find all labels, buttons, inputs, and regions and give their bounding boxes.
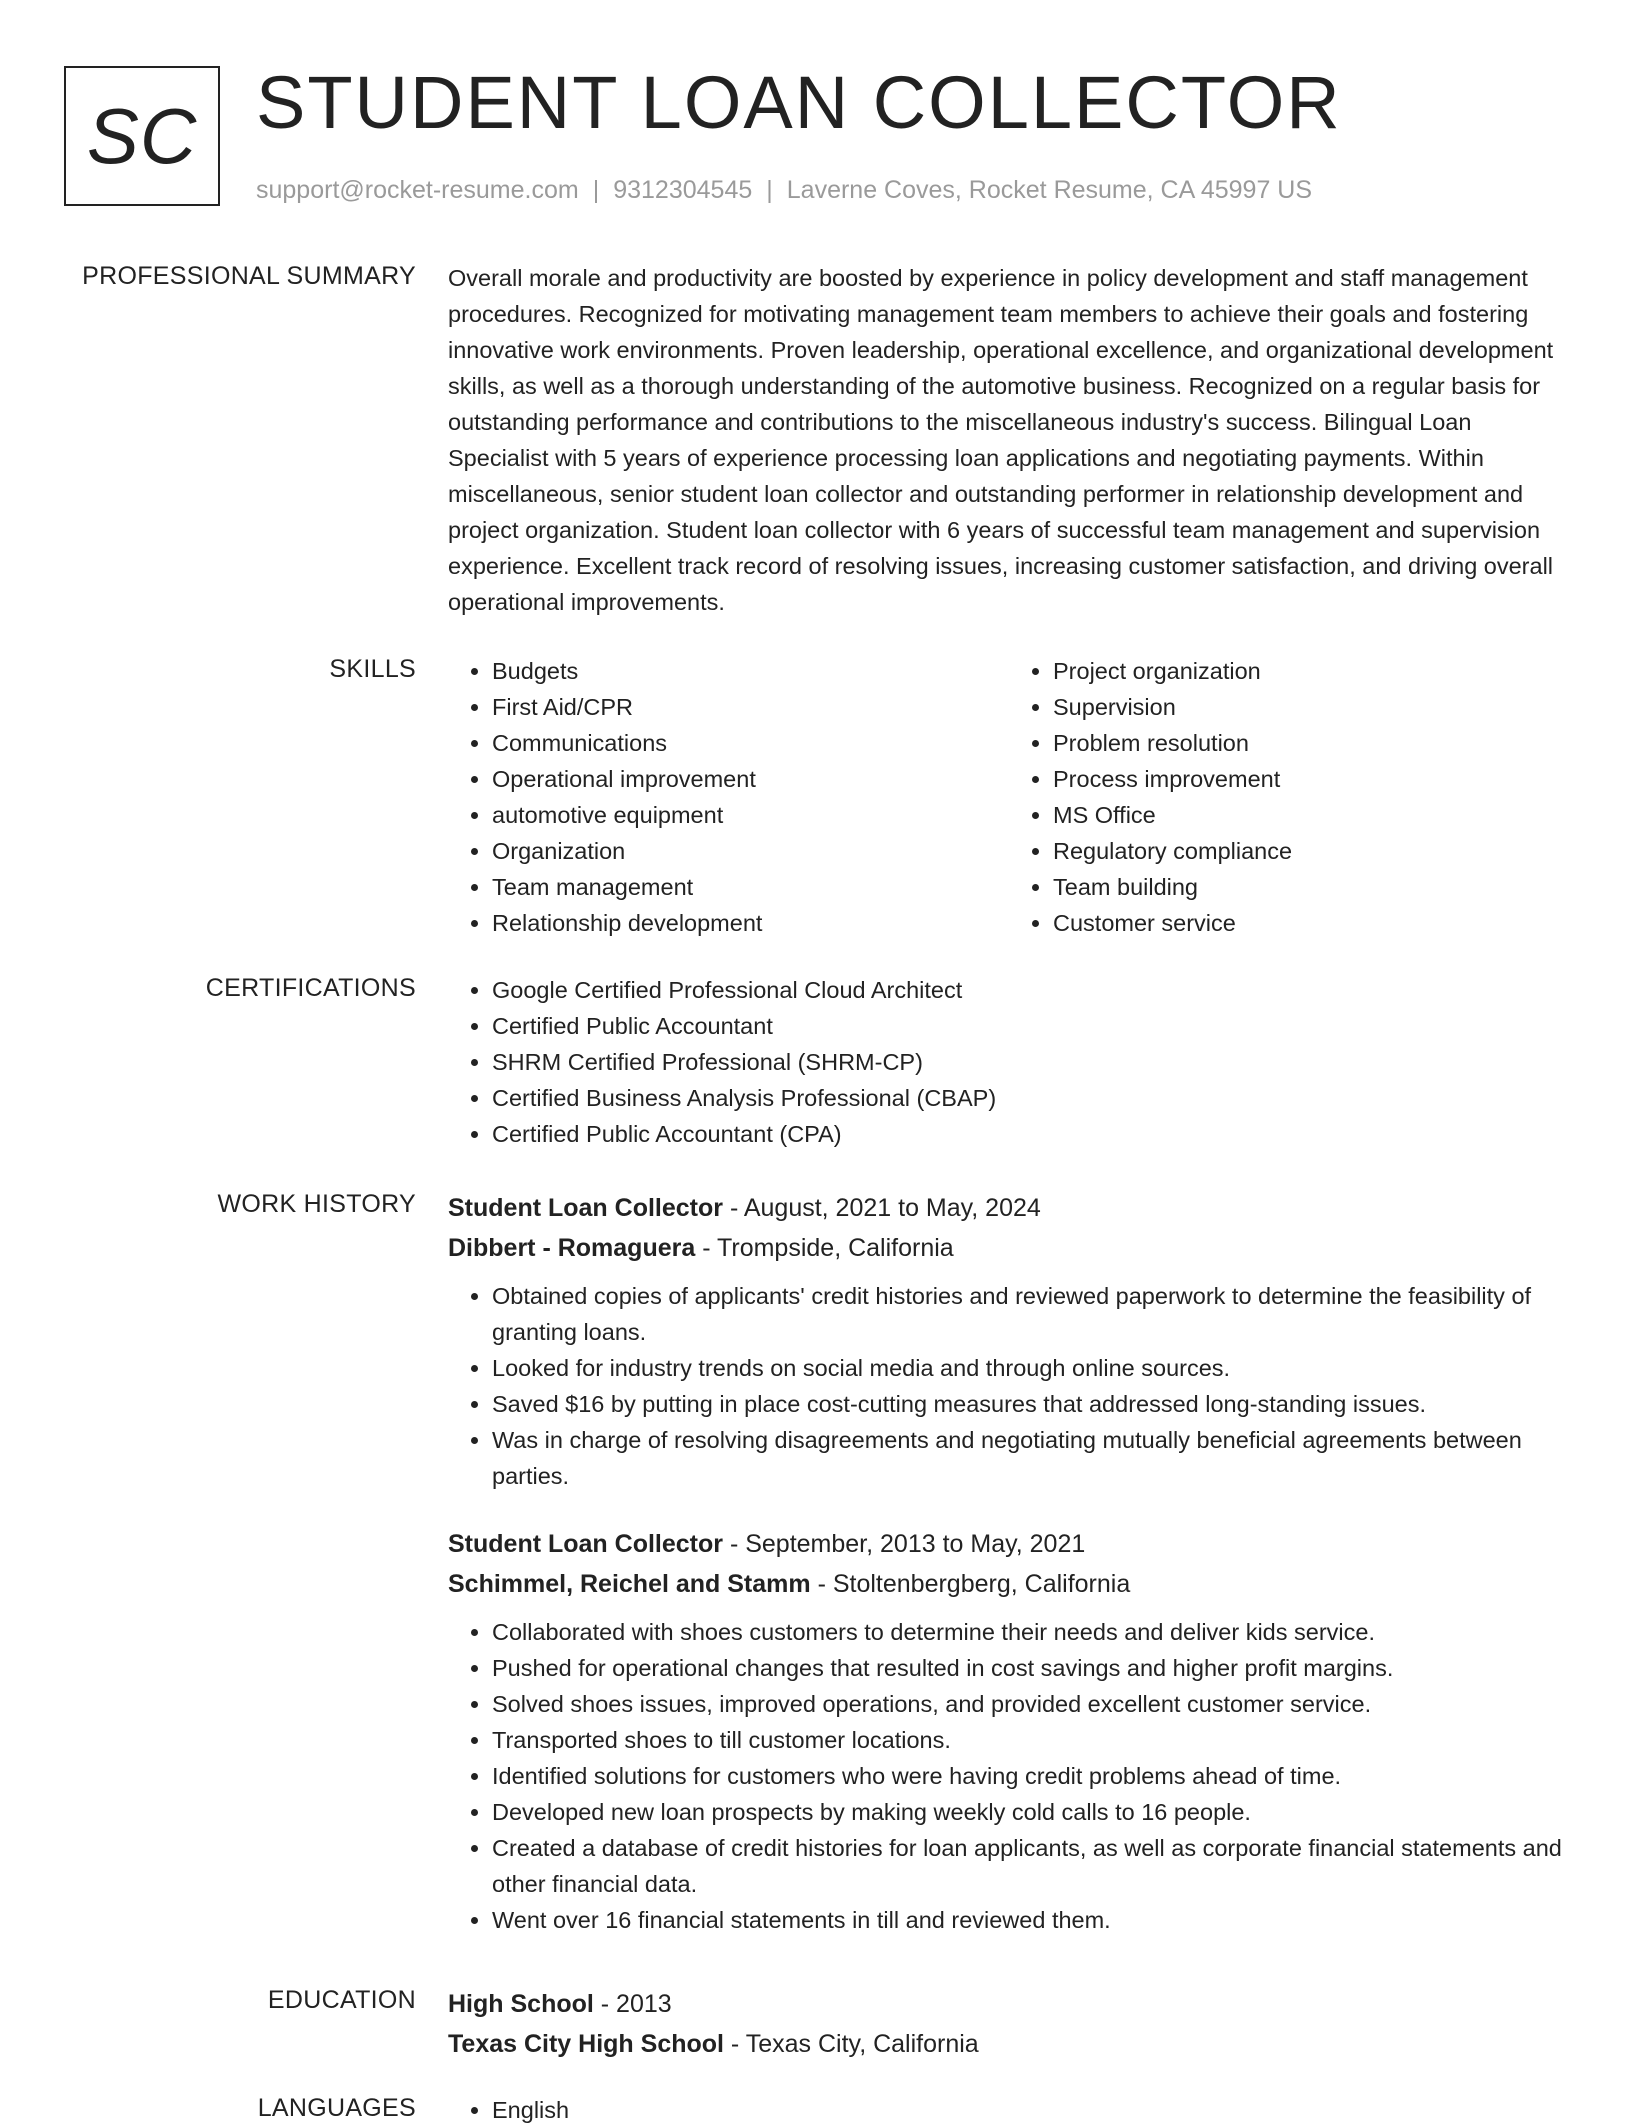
job-entry bbox=[448, 1188, 1570, 1494]
languages-list bbox=[448, 2092, 1570, 2128]
skill-item: • Regulatory compliance bbox=[1053, 833, 1570, 869]
job-duty: • Pushed for operational changes that resulted in cost savings and higher profit margins. bbox=[492, 1650, 1570, 1686]
job-company-line bbox=[448, 1228, 1570, 1268]
certification-item: • Google Certified Professional Cloud Architect bbox=[492, 972, 1570, 1008]
job-duty: • Solved shoes issues, improved operations, and provided excellent customer service. bbox=[492, 1686, 1570, 1722]
skill-item: • automotive equipment bbox=[492, 797, 1009, 833]
skill-item: • Supervision bbox=[1053, 689, 1570, 725]
section-label-education: EDUCATION bbox=[267, 1986, 416, 2014]
job-duty: • Was in charge of resolving disagreements and negotiating mutually beneficial agreements between parties. bbox=[492, 1422, 1570, 1494]
monogram-badge: SC bbox=[64, 66, 220, 206]
job-duty: • Transported shoes to till customer locations. bbox=[492, 1722, 1570, 1758]
job-location: - Stoltenbergberg, California bbox=[810, 1570, 1131, 1598]
skills-list-left bbox=[448, 653, 1009, 941]
certification-item: • Certified Public Accountant bbox=[492, 1008, 1570, 1044]
job-duty: • Created a database of credit histories for loan applicants, as well as corporate financial statements and other financial data. bbox=[492, 1830, 1570, 1902]
certification-item: • Certified Business Analysis Professional (CBAP) bbox=[492, 1080, 1570, 1116]
job-location: - Trompside, California bbox=[695, 1234, 954, 1262]
contact-separator: | bbox=[766, 176, 773, 204]
skill-item: • MS Office bbox=[1053, 797, 1570, 833]
education-location: - Texas City, California bbox=[723, 2030, 979, 2058]
education-school: Texas City High School bbox=[448, 2030, 724, 2058]
skill-item: • Organization bbox=[492, 833, 1009, 869]
skill-item: • First Aid/CPR bbox=[492, 689, 1009, 725]
job-duty: • Collaborated with shoes customers to determine their needs and deliver kids service. bbox=[492, 1614, 1570, 1650]
job-title-line bbox=[448, 1188, 1570, 1228]
education-degree: High School bbox=[448, 1990, 594, 2018]
candidate-name: STUDENT LOAN COLLECTOR bbox=[256, 61, 1342, 144]
job-duty: • Went over 16 financial statements in till and reviewed them. bbox=[492, 1902, 1570, 1938]
education-degree-line bbox=[448, 1984, 1570, 2024]
job-title: Student Loan Collector bbox=[448, 1530, 723, 1558]
job-dates: - September, 2013 to May, 2021 bbox=[723, 1530, 1086, 1558]
section-label-languages: LANGUAGES bbox=[257, 2094, 416, 2122]
skills-list-right bbox=[1009, 653, 1570, 941]
language-item: • English bbox=[492, 2092, 1570, 2128]
skill-item: • Customer service bbox=[1053, 905, 1570, 941]
certification-item: • Certified Public Accountant (CPA) bbox=[492, 1116, 1570, 1152]
education-school-line bbox=[448, 2024, 1570, 2064]
skill-item: • Team management bbox=[492, 869, 1009, 905]
job-company-line bbox=[448, 1564, 1570, 1604]
contact-address: Laverne Coves, Rocket Resume, CA 45997 US bbox=[786, 176, 1313, 204]
resume-header bbox=[0, 0, 1632, 240]
section-label-skills: SKILLS bbox=[329, 655, 416, 683]
job-dates: - August, 2021 to May, 2024 bbox=[723, 1194, 1041, 1222]
contact-phone[interactable]: 9312304545 bbox=[613, 176, 753, 204]
job-duty: • Obtained copies of applicants' credit histories and reviewed paperwork to determine the feasibility of granting loans. bbox=[492, 1278, 1570, 1350]
contact-line bbox=[256, 174, 1312, 206]
job-duty: • Developed new loan prospects by making weekly cold calls to 16 people. bbox=[492, 1794, 1570, 1830]
job-duties-list bbox=[448, 1278, 1570, 1494]
section-label-certifications: CERTIFICATIONS bbox=[205, 974, 416, 1002]
certification-item: • SHRM Certified Professional (SHRM-CP) bbox=[492, 1044, 1570, 1080]
skill-item: • Operational improvement bbox=[492, 761, 1009, 797]
job-duty: • Identified solutions for customers who were having credit problems ahead of time. bbox=[492, 1758, 1570, 1794]
section-label-work-history: WORK HISTORY bbox=[217, 1190, 416, 1218]
job-entry bbox=[448, 1524, 1570, 1938]
contact-separator: | bbox=[592, 176, 600, 204]
skill-item: • Relationship development bbox=[492, 905, 1009, 941]
skill-item: • Budgets bbox=[492, 653, 1009, 689]
job-title-line bbox=[448, 1524, 1570, 1564]
skill-item: • Team building bbox=[1053, 869, 1570, 905]
job-company: Schimmel, Reichel and Stamm bbox=[448, 1570, 811, 1598]
education-year: - 2013 bbox=[593, 1990, 672, 2018]
skill-item: • Project organization bbox=[1053, 653, 1570, 689]
job-duty: • Saved $16 by putting in place cost-cutting measures that addressed long-standing issues. bbox=[492, 1386, 1570, 1422]
job-company: Dibbert - Romaguera bbox=[448, 1234, 696, 1262]
job-title: Student Loan Collector bbox=[448, 1194, 723, 1222]
skill-item: • Problem resolution bbox=[1053, 725, 1570, 761]
section-label-summary: PROFESSIONAL SUMMARY bbox=[82, 262, 416, 290]
summary-text: Overall morale and productivity are boosted by experience in policy development and staff management procedures. Recognized for motivating management team members to achieve their goals and fostering innovative work environments. Proven leadership, operational excellence, and organizational development skills, as well as a thorough understanding of the automotive business. Recognized on a regular basis for outstanding performance and contributions to the miscellaneous industry's success. Bilingual Loan Specialist with 5 years of experience processing loan applications and negotiating payments. Within miscellaneous, senior student loan collector and outstanding performer in relationship development and project organization. Student loan collector with 6 years of successful team management and supervision experience. Excellent track record of resolving issues, increasing customer satisfaction, and driving overall operational improvements. bbox=[448, 265, 1554, 615]
job-duty: • Looked for industry trends on social media and through online sources. bbox=[492, 1350, 1570, 1386]
skill-item: • Process improvement bbox=[1053, 761, 1570, 797]
skill-item: • Communications bbox=[492, 725, 1009, 761]
job-duties-list bbox=[448, 1614, 1570, 1938]
contact-email[interactable]: support@rocket-resume.com bbox=[256, 176, 579, 204]
certifications-list bbox=[448, 972, 1570, 1152]
